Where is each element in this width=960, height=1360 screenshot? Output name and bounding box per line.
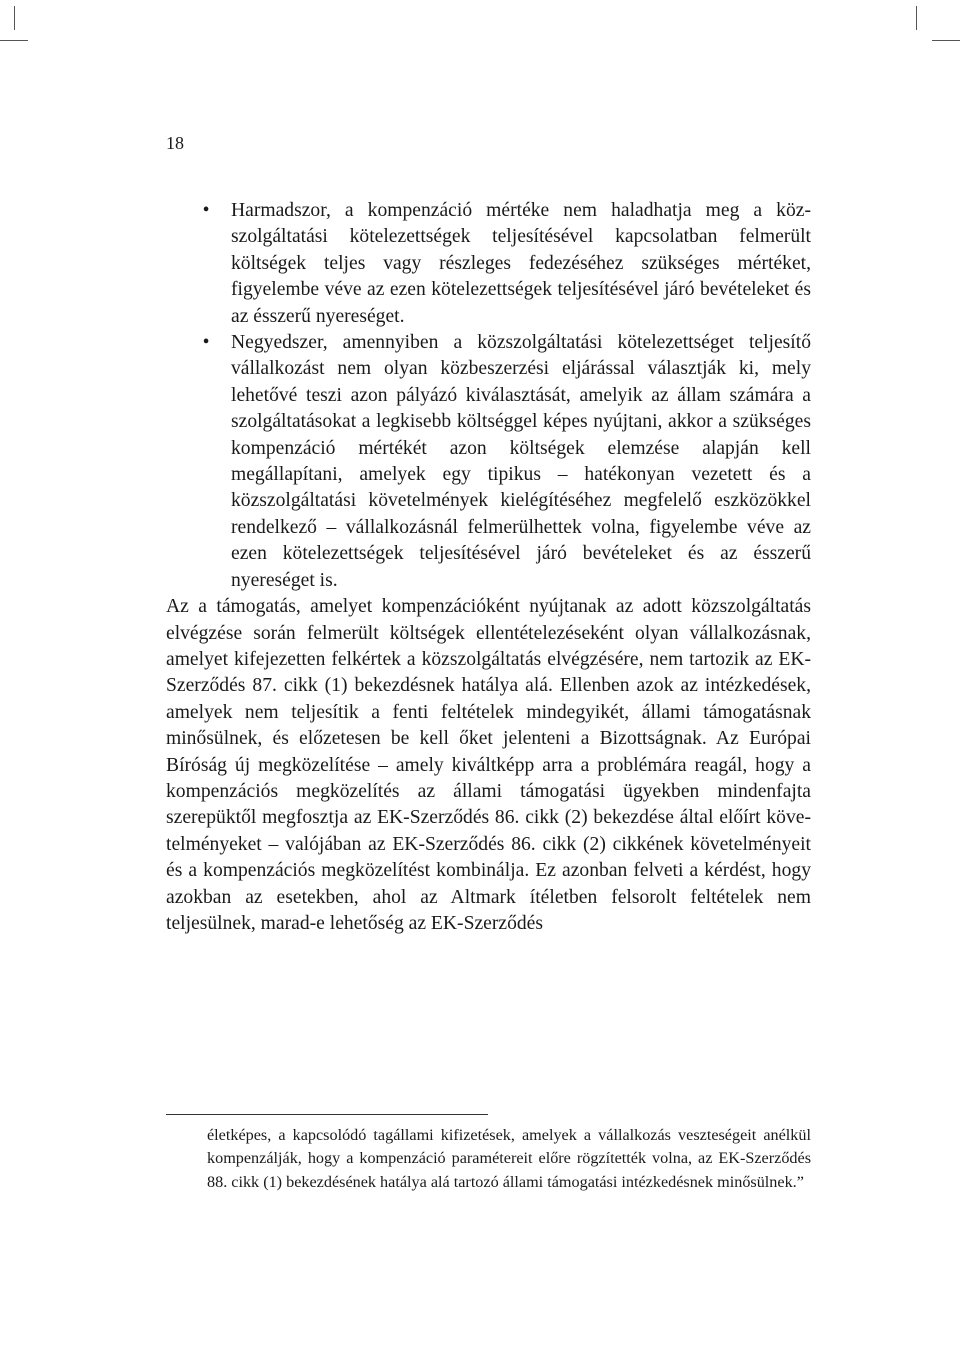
page-number: 18: [166, 133, 184, 153]
bullet-text: Harmadszor, a kompenzáció mértéke nem haladhatja meg a közszolgáltatási kötelezettségek teljesítésével kapcsolatban felmerült költségek teljes vagy részleges fedezéséhez szükséges mértéket, figyelembe véve az ezen kötelezettségek teljesítésével járó bevételeket és az ésszerű nyereséget.: [231, 200, 811, 327]
body-paragraph: Az a támogatás, amelyet kompenzációként nyújtanak az adott közszolgáltatás elvégzése során felmerült költségek ellentételezéseként olyan vállalkozásnak, amelyet kifejezetten felkértek a közszolgáltatás elvégzésére, nem tartozik az EK-Szerződés 87. cikk (1) bekezdésnek hatálya alá. Ellenben azok az intézkedések, amelyek nem teljesítik a fenti feltételek mindegyikét, állami támogatásnak minősülnek, és előzetesen be kell őket jelenteni a Bizottságnak. Az Európai Bíróság új megközelítése – amely kiváltképp arra a problémára reagál, hogy a kompenzációs megközelítés az állami támogatási ügyekben mindenfajta szerepüktől megfosztja az EK-Szerződés 86. cikk (2) bekezdése által előírt követelményeket – valójában az EK-Szerződés 86. cikk (2) cikkének követelményeit és a kompenzációs megközelítést kombinálja. Ez azonban felveti a kérdést, hogy azokban az esetekben, ahol az Altmark ítéletben felsorolt feltételek nem teljesülnek, marad-e lehetőség az EK-Szerződés: [166, 596, 811, 934]
crop-mark-top-right-horizontal: [932, 40, 960, 41]
bullet-icon: •: [202, 200, 210, 221]
crop-mark-top-left-horizontal: [0, 40, 28, 41]
footnote-separator: [166, 1114, 488, 1115]
bullet-list: [166, 198, 811, 594]
main-text: [166, 198, 811, 937]
bullet-icon: •: [202, 332, 210, 354]
bullet-text: Negyedszer, amennyiben a közszolgáltatási kötelezettséget teljesítő vállalkozást nem olyan közbeszerzési eljárással választják ki, mely lehetővé teszi azon pályázó kiválasztását, amelyik az állam számára a szolgáltatásokat a legkisebb költséggel képes nyújtani, akkor a szükséges kompenzáció mértékét azon költségek elemzése alapján kell megállapítani, amelyek egy tipikus – hatékonyan vezetett és a közszolgáltatási követelmények kielégítéséhez megfelelő eszközökkel rendelkező – vállalkozásnál felmerülhettek volna, figyelembe véve az ezen kötelezettségek teljesítésével járó bevételeket és az ésszerű nyereséget is.: [231, 332, 811, 591]
crop-mark-top-right-vertical: [916, 6, 917, 30]
footnote-text: életképes, a kapcsolódó tagállami kifizetések, amelyek a vállalkozás veszteségeit anélkül kompenzálják, hogy a kompenzáció paramétereit előre rögzítették volna, az EK-Szerződés 88. cikk (1) bekezdésének hatálya alá tartozó állami támogatási intézkedésnek minősülnek.”: [207, 1126, 811, 1191]
bullet-item-third-condition: [166, 198, 811, 330]
bullet-item-fourth-condition: [166, 330, 811, 594]
crop-mark-top-left-vertical: [14, 6, 15, 30]
